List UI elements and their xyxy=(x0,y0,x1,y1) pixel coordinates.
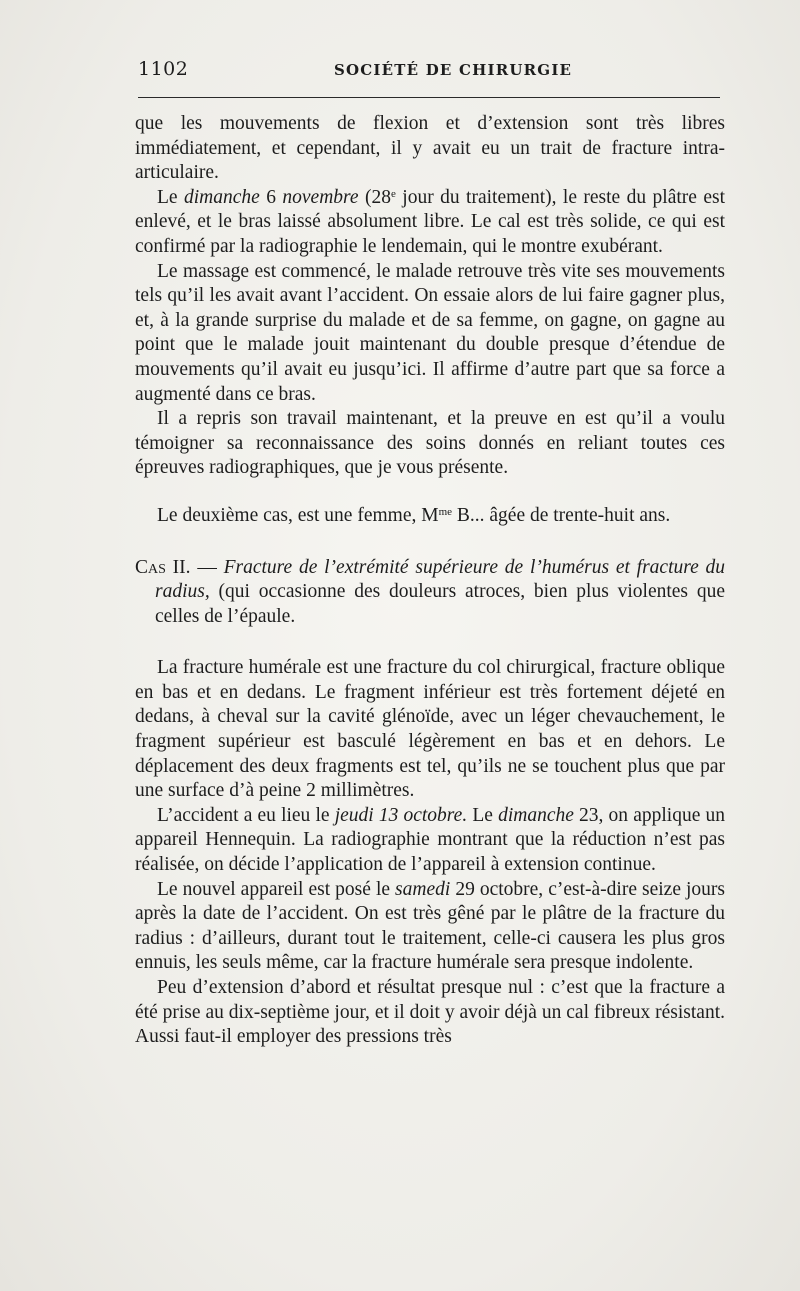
p2-text: jour du traitement), le reste du plâtre est enlevé, et le bras laissé absolument libre. Le cal est très solide, ce qui est confirmé par la radiographie le lendemain, qui le montre exubérant. xyxy=(135,186,726,257)
paragraph-5 xyxy=(135,504,725,529)
paragraph-3: Le massage est commencé, le malade retrouve très vite ses mouvements tels qu’il les avait avant l’accident. On essaie alors de lui faire gagner plus, et, à la grande surprise du malade et de sa femme, on gagne, on gagne au point que le malade jouit maintenant du double presque d’étendue de mouvements qu’il avait eu jusqu’ici. Il affirme d’autre part que sa force a augmenté dans ce bras. xyxy=(135,260,725,405)
p7-italic-date: jeudi 13 octobre. xyxy=(334,804,468,826)
p7-text: 23, on applique un appareil Hennequin. La radiographie montrant que la réduction n’est pas réalisée, on décide l’application de l’appareil à extension continue. xyxy=(135,804,725,876)
p2-text: (28 xyxy=(358,186,391,208)
paragraph-2 xyxy=(135,186,725,260)
body-text xyxy=(135,112,725,1050)
p2-text: Le xyxy=(157,186,184,208)
p5-text: B... âgée de trente-huit ans. xyxy=(452,504,671,526)
p5-superscript: me xyxy=(438,505,453,518)
running-head: SOCIÉTÉ DE CHIRURGIE xyxy=(334,61,573,79)
case-title-rest: (qui occasionne des douleurs atroces, bien plus violentes que celles de l’épaule. xyxy=(155,581,725,627)
spacer xyxy=(135,529,725,556)
paragraph-9: Peu d’extension d’abord et résultat presque nul : c’est que la fracture a été prise au dix-septième jour, et il doit y avoir déjà un cal fibreux résistant. Aussi faut-il employer des pressions très xyxy=(135,977,725,1048)
spacer xyxy=(135,629,725,656)
paragraph-6: La fracture humérale est une fracture du col chirurgical, fracture oblique en bas et en dedans. Le fragment inférieur est très fortement déjeté en dedans, à cheval sur la cavité glénoïde, avec un léger chevauchement, le fragment supérieur est basculé légèrement en bas et en dehors. Le déplacement des deux fragments est tel, qu’ils ne se touchent plus que par une surface d’à peine 2 millimètres. xyxy=(135,657,725,802)
header-rule xyxy=(138,97,720,98)
case-label: Cas II. xyxy=(135,556,191,578)
page-header xyxy=(138,58,720,84)
p2-superscript: e xyxy=(391,187,396,200)
p7-italic-day: dimanche xyxy=(498,804,574,826)
p7-text: L’accident a eu lieu le xyxy=(157,804,335,826)
case-heading xyxy=(135,556,725,630)
p8-italic-day: samedi xyxy=(395,878,451,900)
spacer xyxy=(135,481,725,504)
case-dash: — xyxy=(190,556,224,578)
case-title: Fracture de l’extrémité supérieure de l’humérus et fracture du radius, xyxy=(155,556,726,603)
paragraph-8 xyxy=(135,878,725,976)
p8-text: 29 octobre, c’est-à-dire seize jours après la date de l’accident. On est très gêné par le plâtre de la fracture du radius : d’ailleurs, durant tout le traitement, celle-ci causera les plus gros ennuis, les seuls même, car la fracture humérale sera presque indolente. xyxy=(135,878,725,974)
p2-text: 6 xyxy=(259,186,283,208)
paragraph-7 xyxy=(135,804,725,878)
paragraph-4: Il a repris son travail maintenant, et la preuve en est qu’il a voulu témoigner sa reconnaissance des soins donnés en reliant toutes ces épreuves radiographiques, que je vous présente. xyxy=(135,408,725,479)
p2-italic-month: novembre xyxy=(282,186,359,208)
p2-italic-day: dimanche xyxy=(184,186,260,208)
paragraph-1: que les mouvements de flexion et d’extension sont très libres immédiatement, et cependant, il y avait eu un trait de fracture intra-articulaire. xyxy=(135,113,725,184)
p8-text: Le nouvel appareil est posé le xyxy=(157,878,396,900)
page-number: 1102 xyxy=(138,58,189,80)
p7-text: Le xyxy=(467,804,499,826)
p5-text: Le deuxième cas, est une femme, M xyxy=(157,504,439,526)
